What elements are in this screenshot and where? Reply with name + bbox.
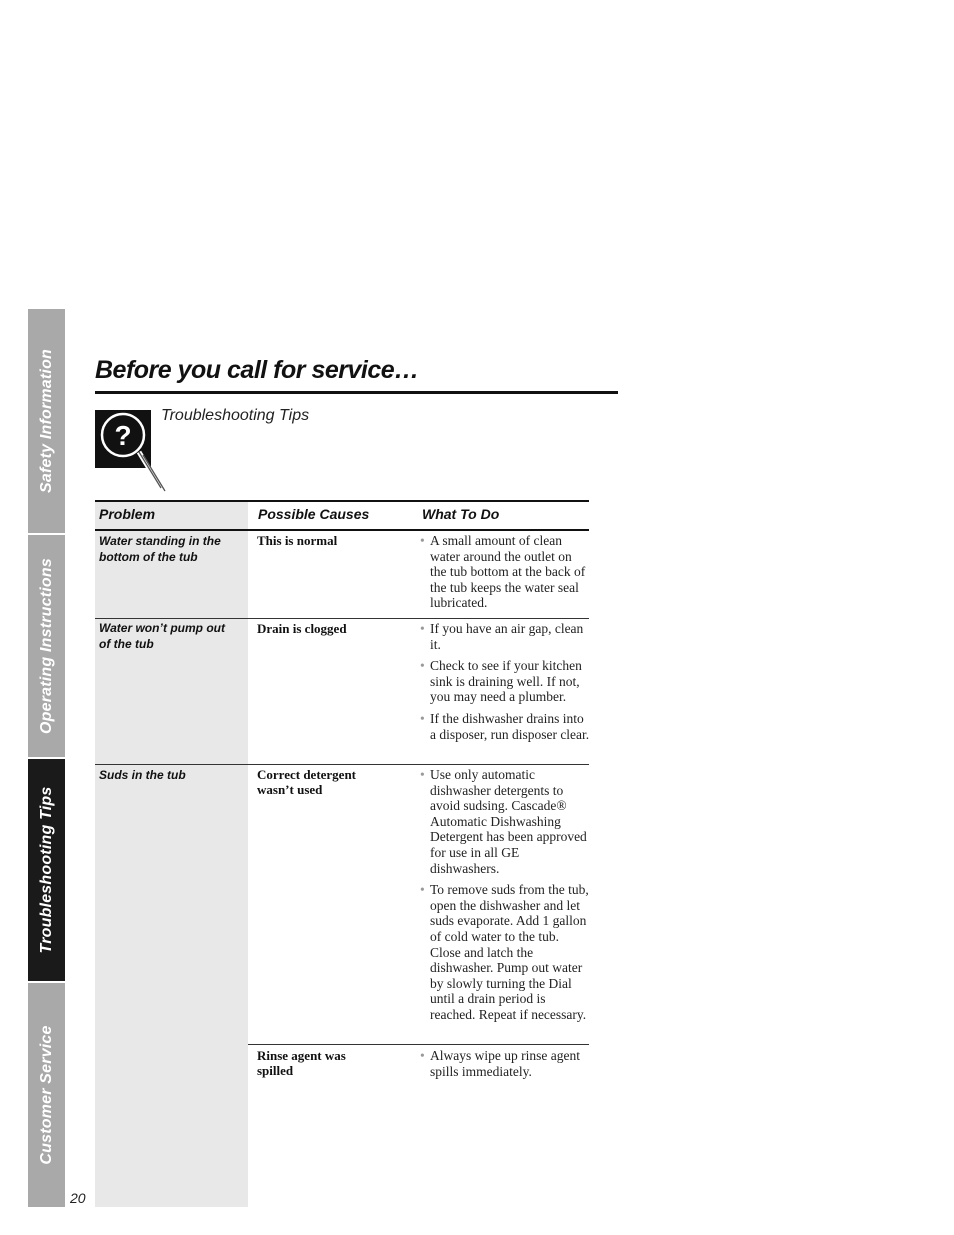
list-item: • Check to see if your kitchen sink is draining well. If not, you may need a plumber. [420, 658, 582, 705]
title-rule [95, 391, 618, 394]
tab-customer-service[interactable] [28, 983, 65, 1207]
problem-water-standing: Water standing in the bottom of the tub [99, 534, 221, 564]
question-magnifier-icon [95, 410, 170, 495]
tab-label: Customer Service [37, 1025, 55, 1165]
cause-this-is-normal: This is normal [257, 533, 338, 548]
list-item: • Always wipe up rinse agent spills immediately. [420, 1048, 580, 1079]
bullet-icon: • [420, 621, 425, 636]
page-title: Before you call for service… [95, 356, 419, 384]
section-subtitle: Troubleshooting Tips [161, 407, 310, 424]
tab-safety-information[interactable] [28, 309, 65, 533]
bullet-icon: • [420, 882, 425, 898]
side-tabs [28, 309, 65, 1207]
list-item: • If you have an air gap, clean it. [420, 621, 584, 652]
tab-operating-instructions[interactable] [28, 535, 65, 757]
list-item: • To remove suds from the tub, open the dishwasher and let suds evaporate. Add 1 gallon of cold water to the tub. Close and latch the dishwasher. Pump out water by slowly turning the Dial until a drain period is reached. Repeat if necessary. [420, 882, 589, 1022]
row-divider [95, 618, 589, 619]
list-item: • A small amount of clean water around the outlet on the tub bottom at the back of the tub keeps the water seal lubricated. [420, 533, 586, 611]
tab-label: Operating Instructions [37, 558, 55, 734]
cause-correct-detergent: Correct detergent wasn’t used [257, 767, 357, 797]
todo-list [420, 533, 590, 617]
problem-water-wont-pump: Water won’t pump out of the tub [99, 621, 225, 651]
bullet-icon: • [420, 710, 425, 726]
cause-divider [248, 1044, 589, 1045]
cause-rinse-agent-spilled: Rinse agent was spilled [257, 1048, 346, 1078]
table-top-rule [95, 500, 589, 502]
bullet-icon: • [420, 658, 425, 674]
tab-label: Troubleshooting Tips [37, 786, 55, 954]
bullet-icon: • [420, 767, 425, 782]
problem-column-background [95, 502, 248, 1207]
list-item: • Use only automatic dishwasher detergents to avoid sudsing. Cascade® Automatic Dishwashing Detergent has been approved for use in all GE dishwashers. [420, 767, 587, 876]
todo-list [420, 1048, 590, 1085]
header-what-to-do: What To Do [422, 506, 500, 522]
problem-suds-in-tub: Suds in the tub [99, 768, 186, 782]
bullet-icon: • [420, 533, 425, 548]
bullet-icon: • [420, 1048, 425, 1063]
tab-label: Safety Information [37, 348, 55, 494]
list-item: • If the dishwasher drains into a disposer, run disposer clear. [420, 710, 590, 742]
cause-drain-clogged: Drain is clogged [257, 621, 347, 636]
header-rule [95, 529, 589, 531]
header-possible-causes: Possible Causes [258, 506, 370, 522]
svg-text:?: ? [114, 420, 132, 451]
header-problem: Problem [99, 506, 156, 522]
page-number: 20 [70, 1190, 86, 1206]
row-divider [95, 764, 589, 765]
todo-list [420, 621, 590, 748]
tab-troubleshooting-tips[interactable] [28, 759, 65, 981]
todo-list [420, 767, 590, 1029]
